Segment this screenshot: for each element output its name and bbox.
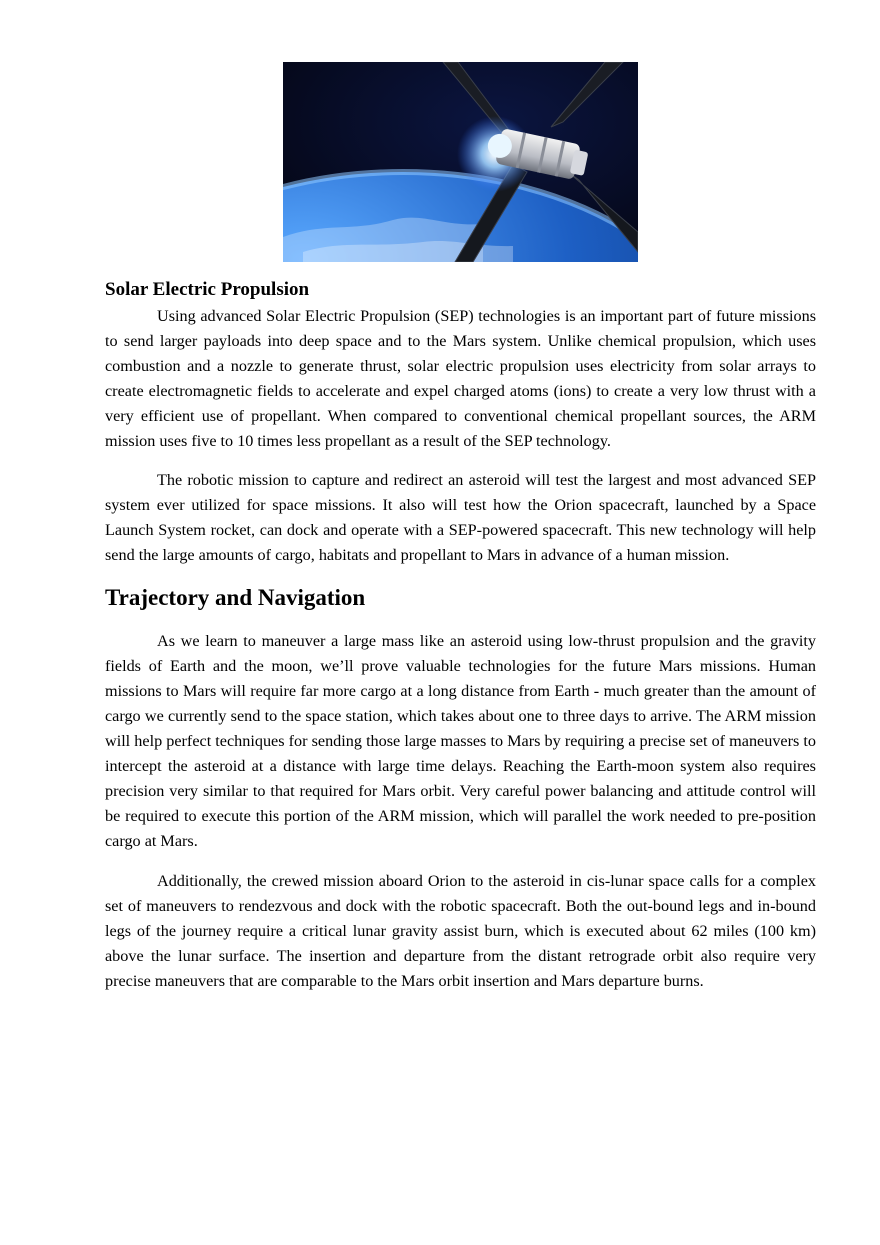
spacecraft-over-earth-illustration [283,62,638,262]
spacecraft-image [283,62,638,262]
paragraph-trajectory-1: As we learn to maneuver a large mass like an asteroid using low-thrust propulsion and the gravity fields of Earth and the moon, we’ll prove valuable technologies for the future Mars missions. Human missions to Mars will require far more cargo at a long distance from Earth - much greater than the amount of cargo we currently send to the space station, which takes about one to three days to arrive. The ARM mission will help perfect techniques for sending those large masses to Mars by requiring a precise set of maneuvers to intercept the asteroid at a distance with large time delays. Reaching the Earth-moon system also requires precision very similar to that required for Mars orbit. Very careful power balancing and attitude control will be required to execute this portion of the ARM mission, which will parallel the work needed to pre-position cargo at Mars. [105,632,816,850]
paragraph-trajectory-2: Additionally, the crewed mission aboard Orion to the asteroid in cis-lunar space calls for a complex set of maneuvers to rendezvous and dock with the robotic spacecraft. Both the out-bound legs and in-bound legs of the journey require a critical lunar gravity assist burn, which is executed about 62 miles (100 km) above the lunar surface. The insertion and departure from the distant retrograde orbit also require very precise maneuvers that are comparable to the Mars orbit insertion and Mars departure burns. [105,872,816,990]
paragraph-sep-2: The robotic mission to capture and redirect an asteroid will test the largest and most advanced SEP system ever utilized for space missions. It also will test how the Orion spacecraft, launched by a Space Launch System rocket, can dock and operate with a SEP-powered spacecraft. This new technology will help send the large amounts of cargo, habitats and propellant to Mars in advance of a human mission. [105,471,816,564]
paragraph-sep-1: Using advanced Solar Electric Propulsion (SEP) technologies is an important part of future missions to send larger payloads into deep space and to the Mars system. Unlike chemical propulsion, which uses combustion and a nozzle to generate thrust, solar electric propulsion uses electricity from solar arrays to create electromagnetic fields to accelerate and expel charged atoms (ions) to create a very low thrust with a very efficient use of propellant. When compared to conventional chemical propellant sources, the ARM mission uses five to 10 times less propellant as a result of the SEP technology. [105,307,816,450]
section-title-sep: Solar Electric Propulsion [105,279,310,300]
section-title-trajectory: Trajectory and Navigation [105,585,366,610]
article-body [105,276,816,994]
